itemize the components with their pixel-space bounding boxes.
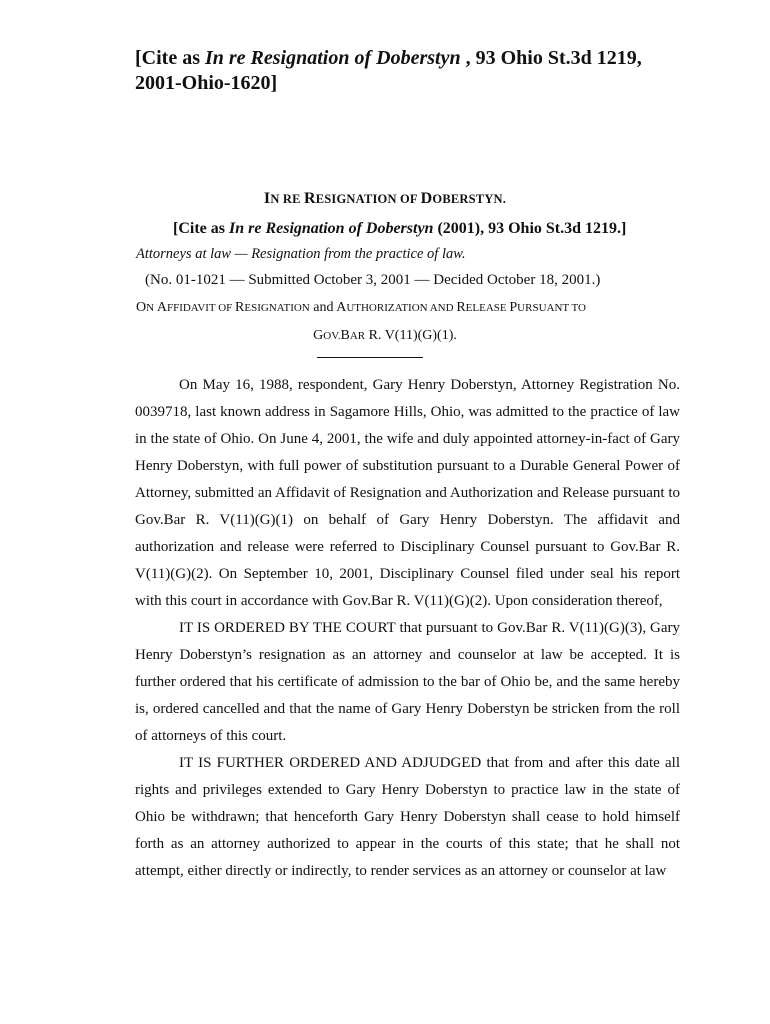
origin-part: P bbox=[509, 300, 518, 315]
cite-suffix: , 93 Ohio St.3d 1219, 2001-Ohio-1620] bbox=[135, 47, 642, 94]
rule-part: G bbox=[313, 328, 324, 343]
origin-part: O bbox=[136, 300, 147, 315]
origin-part: ESIGNATION bbox=[244, 302, 310, 314]
origin-part: N bbox=[146, 302, 157, 314]
section-divider bbox=[317, 357, 423, 358]
case-title-part: D bbox=[420, 190, 433, 207]
origin-part: R bbox=[456, 300, 466, 315]
origin-part: A bbox=[336, 300, 347, 315]
origin-part: ELEASE bbox=[465, 302, 510, 314]
docket-line: (No. 01-1021 — Submitted October 3, 2001 — Decided October 18, 2001.) bbox=[145, 272, 601, 288]
case-citation bbox=[173, 220, 626, 238]
origin-line bbox=[136, 300, 586, 316]
cite-case-name: In re Resignation of Doberstyn bbox=[204, 47, 461, 69]
case-citation-suffix: (2001), 93 Ohio St.3d 1219.] bbox=[433, 220, 627, 237]
origin-part: A bbox=[156, 300, 167, 315]
headnote: Attorneys at law — Resignation from the practice of law. bbox=[136, 246, 466, 262]
case-title bbox=[0, 190, 770, 208]
case-title-part: N RE bbox=[270, 192, 304, 206]
cite-prefix: [Cite as bbox=[135, 47, 205, 69]
origin-part: R bbox=[235, 300, 245, 315]
opinion-body bbox=[135, 372, 680, 885]
case-citation-name: In re Resignation of Doberstyn bbox=[228, 220, 434, 237]
body-paragraph: IT IS ORDERED BY THE COURT that pursuant to Gov.Bar R. V(11)(G)(3), Gary Henry Doberstyn’s resignation as an attorney and counselor at law be accepted. It is further ordered that his certificate of admission to the bar of Ohio be, and the same hereby is, ordered cancelled and that the name of Gary Henry Doberstyn be stricken from the roll of attorneys of this court. bbox=[135, 620, 680, 744]
rule-part: AR bbox=[349, 330, 366, 342]
origin-part: and bbox=[309, 300, 337, 315]
rule-part: OV. bbox=[323, 330, 341, 342]
origin-part: FFIDAVIT OF bbox=[166, 302, 236, 314]
citation-header bbox=[135, 46, 655, 96]
case-title-part: R bbox=[303, 190, 316, 207]
case-title-part: I bbox=[263, 190, 271, 207]
body-paragraph: On May 16, 1988, respondent, Gary Henry Doberstyn, Attorney Registration No. 0039718, last known address in Sagamore Hills, Ohio, was admitted to the practice of law in the state of Ohio. On June 4, 2001, the wife and duly appointed attorney-in-fact of Gary Henry Doberstyn, with full power of substitution pursuant to a Durable General Power of Attorney, submitted an Affidavit of Resignation and Authorization and Release pursuant to Gov.Bar R. V(11)(G)(1) on behalf of Gary Henry Doberstyn. The affidavit and authorization and release were referred to Disciplinary Counsel pursuant to Gov.Bar R. V(11)(G)(2). On September 10, 2001, Disciplinary Counsel filed under seal his report with this court in accordance with Gov.Bar R. V(11)(G)(2). Upon consideration thereof, bbox=[135, 377, 680, 609]
case-title-part: ESIGNATION OF bbox=[315, 192, 421, 206]
case-citation-prefix: [Cite as bbox=[173, 220, 229, 237]
rule-part: R. V(11)(G)(1). bbox=[365, 328, 457, 343]
rule-citation-line bbox=[0, 328, 770, 344]
rule-part: B bbox=[340, 328, 350, 343]
origin-part: URSUANT TO bbox=[517, 302, 586, 314]
case-title-part: OBERSTYN. bbox=[432, 192, 507, 206]
origin-part: UTHORIZATION AND bbox=[346, 302, 457, 314]
body-paragraph: IT IS FURTHER ORDERED AND ADJUDGED that from and after this date all rights and privileges extended to Gary Henry Doberstyn to practice law in the state of Ohio be withdrawn; that henceforth Gary Henry Doberstyn shall cease to hold himself forth as an attorney authorized to appear in the courts of this state; that he shall not attempt, either directly or indirectly, to render services as an attorney or counselor at law bbox=[135, 755, 680, 879]
